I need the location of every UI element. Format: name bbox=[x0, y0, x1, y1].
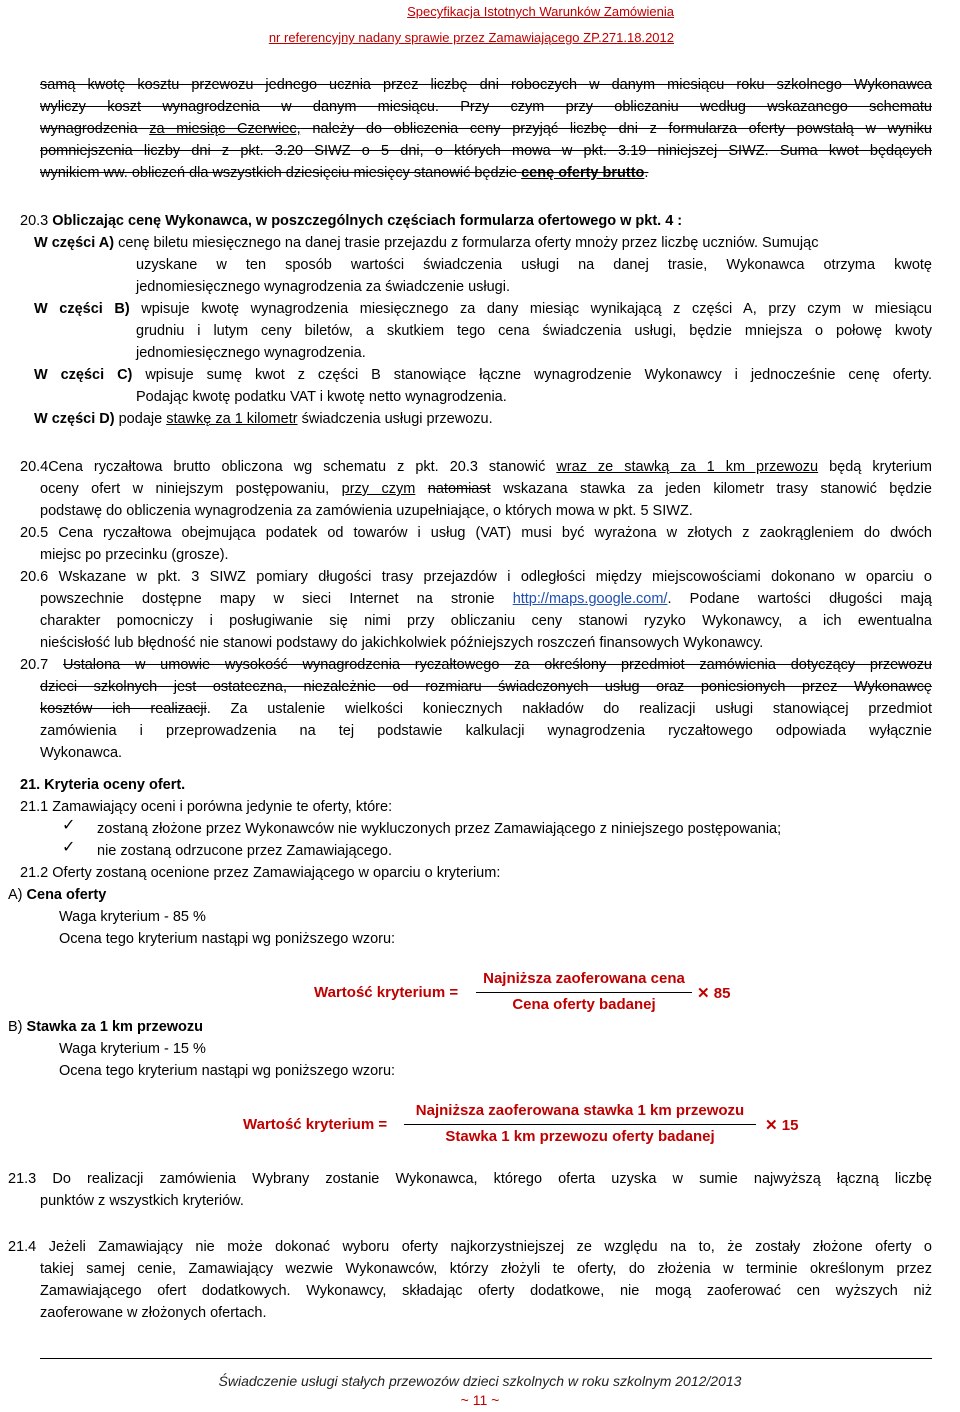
section-20-6-text-2b: . Podane wartości długości mają bbox=[667, 591, 932, 607]
section-20-4-text-2b: wskazana stawka za jeden kilometr trasy stanowić będzie bbox=[490, 481, 932, 497]
section-20-4-line-3: podstawę do obliczenia wynagrodzenia za zamówienia uzupełniające, o których mowa w pkt. 5 SIWZ. bbox=[40, 503, 693, 519]
section-20-3-title: Obliczając cenę Wykonawca, w poszczególnych częściach formularza ofertowego w pkt. 4 : bbox=[52, 213, 683, 229]
section-21-1-number: 21.1 bbox=[20, 799, 49, 815]
section-20-6-line-3: charakter pomocniczy i posługiwanie się nimi przy obliczaniu ceny stanowi ryzyko Wykonawcy, a ich ewentualna bbox=[40, 613, 932, 629]
section-20-4-underlined-1: wraz ze stawką za 1 km przewozu bbox=[556, 459, 819, 475]
header-reference-number: ZP.271.18.2012 bbox=[583, 30, 674, 45]
section-20-6-line-1 bbox=[20, 566, 932, 588]
section-20-7-line-4: zamówienia i przeprowadzenia na tej podstawie kalkulacji wynagrodzenia ryczałtowego odpowiada wyłącznie bbox=[40, 723, 932, 739]
part-d-text-2: stawkę za 1 kilometr bbox=[166, 411, 298, 427]
criterion-a-weight: Waga kryterium - 85 % bbox=[59, 909, 206, 925]
criteria-check-2: nie zostaną odrzucone przez Zamawiającego. bbox=[97, 843, 392, 859]
struck-line-5 bbox=[40, 162, 932, 184]
section-20-4-text-2a: oceny ofert w niniejszym postępowaniu, bbox=[40, 481, 342, 497]
checkmark-icon: ✓ bbox=[62, 817, 76, 834]
section-20-4-text-1: Cena ryczałtowa brutto obliczona wg schematu z pkt. 20.3 stanowić bbox=[48, 459, 557, 475]
struck-line-1: samą kwotę kosztu przewozu jednego ucznia przez liczbę dni roboczych w danym miesiącu roku szkolnego Wykonawca bbox=[40, 77, 932, 93]
part-d-label: W części D) bbox=[34, 411, 115, 427]
section-21-1-text: Zamawiający oceni i porówna jedynie te oferty, które: bbox=[52, 799, 393, 815]
struck-paragraph bbox=[40, 74, 932, 184]
struck-line-4: pomniejszenia liczby dni z pkt. 3.20 SIWZ o 5 dni, o których mowa w pkt. 3.19 niniejszej SIWZ. Suma kwot będących bbox=[40, 143, 932, 159]
section-20-7-line-1 bbox=[20, 654, 932, 676]
section-20-5-text-1: Cena ryczałtowa obejmująca podatek od towarów i usług (VAT) musi być wyrażona w złotych z zaokrągleniem do dwóch bbox=[58, 525, 932, 541]
part-a-line-1 bbox=[34, 232, 818, 254]
section-20-6-number: 20.6 bbox=[20, 569, 49, 585]
formula-a-denominator: Cena oferty badanej bbox=[512, 996, 656, 1013]
section-21-2-number: 21.2 bbox=[20, 865, 49, 881]
section-20-7-line-5: Wykonawca. bbox=[40, 745, 123, 761]
section-20-7-struck-1: Ustalona w umowie wysokość wynagrodzenia ryczałtowego za określony przedmiot zamówienia dotyczący przewozu bbox=[62, 657, 932, 673]
maps-link[interactable]: http://maps.google.com/ bbox=[512, 591, 668, 607]
criterion-a-title: Cena oferty bbox=[26, 887, 107, 903]
section-21-2 bbox=[20, 862, 500, 884]
section-20-6-text-1: Wskazane w pkt. 3 SIWZ pomiary długości trasy przejazdów i odległości między miejscowościami dokonano w oparciu o bbox=[58, 569, 932, 585]
criterion-b-prefix: B) bbox=[8, 1019, 27, 1035]
formula-a-left: Wartość kryterium = bbox=[314, 984, 459, 1001]
footer-text: Świadczenie usługi stałych przewozów dzieci szkolnych w roku szkolnym 2012/2013 bbox=[218, 1373, 742, 1389]
section-21-heading: 21. Kryteria oceny ofert. bbox=[20, 777, 186, 793]
formula-a-multiplier: ✕ 85 bbox=[697, 985, 731, 1002]
formula-b-numerator: Najniższa zaoferowana stawka 1 km przewozu bbox=[415, 1102, 745, 1119]
section-20-6-line-2 bbox=[40, 588, 932, 610]
section-20-5-line-2: miejsc po przecinku (grosze). bbox=[40, 547, 229, 563]
formula-b-left: Wartość kryterium = bbox=[243, 1116, 388, 1133]
page-number: ~ 11 ~ bbox=[460, 1392, 500, 1408]
section-20-3-heading bbox=[20, 210, 682, 232]
part-b-text: wpisuje kwotę wynagrodzenia miesięcznego za dany miesiąc wynikającą z części A, przy czym w miesiącu bbox=[129, 301, 932, 317]
section-20-4-number: 20.4 bbox=[20, 459, 49, 475]
section-20-4-line-2 bbox=[40, 478, 932, 500]
section-20-7-line-3 bbox=[40, 698, 932, 720]
section-20-6-line-4: nieścisłość lub błędność nie stanowi podstawy do jakichkolwiek późniejszych roszczeń finansowych Wykonawcy. bbox=[40, 635, 764, 651]
section-20-4-struck-word: natomiast bbox=[427, 481, 491, 497]
criterion-b-heading bbox=[8, 1016, 203, 1038]
section-21-4-line-2: takiej samej cenie, Zamawiający wezwie Wykonawców, którzy złożyli te oferty, do złożenia w terminie określonym przez bbox=[40, 1261, 932, 1277]
part-d-line bbox=[34, 408, 493, 430]
section-20-5-number: 20.5 bbox=[20, 525, 49, 541]
section-20-4-text-1b: będą kryterium bbox=[818, 459, 932, 475]
header-reference-prefix: nr referencyjny nadany sprawie przez Zamawiającego bbox=[268, 30, 584, 45]
section-21-3-text-1: Do realizacji zamówienia Wybrany zostanie Wykonawca, którego oferta uzyska w sumie najwyższą łączną liczbę bbox=[52, 1171, 932, 1187]
part-b-label: W części B) bbox=[34, 301, 130, 317]
header-title: Specyfikacja Istotnych Warunków Zamówienia bbox=[407, 4, 674, 19]
section-20-3-number: 20.3 bbox=[20, 213, 49, 229]
struck-line-3-c: należy do obliczenia ceny przyjąć liczbę dni z formularza oferty powstałą w wyniku bbox=[300, 121, 932, 137]
section-21-3-line-1 bbox=[8, 1168, 932, 1190]
struck-line-3 bbox=[40, 118, 932, 140]
criterion-b-weight: Waga kryterium - 15 % bbox=[59, 1041, 206, 1057]
section-20-6-text-2a: powszechnie dostępne mapy w sieci Internet na stronie bbox=[40, 591, 513, 607]
section-21-3-line-2: punktów z wszystkich kryteriów. bbox=[40, 1193, 244, 1209]
criterion-a-prefix: A) bbox=[8, 887, 27, 903]
section-21-1 bbox=[20, 796, 392, 818]
part-a-text: cenę biletu miesięcznego na danej trasie przejazdu z formularza oferty mnoży przez liczbę uczniów. Sumując bbox=[114, 235, 819, 251]
formula-b-fraction-line bbox=[404, 1124, 756, 1125]
section-21-3-number: 21.3 bbox=[8, 1171, 37, 1187]
checkmark-icon: ✓ bbox=[62, 839, 76, 856]
section-21-4-line-4: zaoferowane w złożonych ofertach. bbox=[40, 1305, 267, 1321]
formula-b-denominator: Stawka 1 km przewozu oferty badanej bbox=[445, 1128, 715, 1145]
section-21-2-text: Oferty zostaną ocenione przez Zamawiającego w oparciu o kryterium: bbox=[52, 865, 501, 881]
struck-line-5-c: . bbox=[644, 165, 649, 181]
formula-b-multiplier: ✕ 15 bbox=[765, 1117, 799, 1134]
formula-a-fraction-line bbox=[476, 992, 692, 993]
section-20-4-underlined-2: przy czym bbox=[341, 481, 416, 497]
struck-line-3-b: za miesiąc Czerwiec, bbox=[149, 121, 301, 137]
criterion-a-heading bbox=[8, 884, 106, 906]
formula-a-numerator: Najniższa zaoferowana cena bbox=[483, 970, 685, 987]
part-b-line-1 bbox=[34, 298, 932, 320]
part-d-text-3: świadczenia usługi przewozu. bbox=[297, 411, 493, 427]
part-c-line-2: Podając kwotę podatku VAT i kwotę netto wynagrodzenia. bbox=[136, 389, 507, 405]
part-a-line-3: jednomiesięcznego wynagrodzenia za świadczenie usługi. bbox=[136, 279, 510, 295]
section-21-4-number: 21.4 bbox=[8, 1239, 37, 1255]
struck-line-5-b: cenę oferty brutto bbox=[521, 165, 645, 181]
criterion-a-formula-intro: Ocena tego kryterium nastąpi wg poniższego wzoru: bbox=[59, 931, 396, 947]
section-20-7-number: 20.7 bbox=[20, 657, 49, 673]
struck-line-3-a: wynagrodzenia bbox=[40, 121, 150, 137]
section-20-4-line-1 bbox=[20, 456, 932, 478]
criteria-check-1: zostaną złożone przez Wykonawców nie wykluczonych przez Zamawiającego z niniejszego postępowania; bbox=[97, 821, 782, 837]
section-21-4-line-3: Zamawiającego ofert dodatkowych. Wykonawcy, składając oferty dodatkowe, nie mogą zaoferować cen wyższych niż bbox=[40, 1283, 932, 1299]
section-20-7-struck-3: kosztów ich realizacji bbox=[40, 701, 207, 717]
section-21-4-line-1 bbox=[8, 1236, 932, 1258]
struck-line-2: wyliczy koszt wynagrodzenia w danym miesiącu. Przy czym przy obliczaniu według wskazanego schematu bbox=[40, 99, 932, 115]
section-20-7-text-3: . Za ustalenie wielkości koniecznych nakładów do realizacji usługi stanowiącej przedmiot bbox=[206, 701, 932, 717]
struck-line-5-a: wynikiem ww. obliczeń dla wszystkich dziesięciu miesięcy stanowić będzie bbox=[40, 165, 522, 181]
part-c-label: W części C) bbox=[34, 367, 133, 383]
section-20-5-line-1 bbox=[20, 522, 932, 544]
part-c-text: wpisuje sumę kwot z części B stanowiące łączne wynagrodzenie Wykonawcy i jednocześnie cenę oferty. bbox=[132, 367, 932, 383]
part-b-line-2: grudniu i lutym ceny biletów, a skutkiem tego cena świadczenia usługi, będzie mniejsza o połowę kwoty bbox=[136, 323, 932, 339]
part-b-line-3: jednomiesięcznego wynagrodzenia. bbox=[136, 345, 366, 361]
header-reference bbox=[269, 30, 674, 45]
footer-divider bbox=[40, 1358, 932, 1359]
criterion-b-title: Stawka za 1 km przewozu bbox=[26, 1019, 204, 1035]
criterion-b-formula-intro: Ocena tego kryterium nastąpi wg poniższego wzoru: bbox=[59, 1063, 396, 1079]
part-c-line-1 bbox=[34, 364, 932, 386]
section-20-7-line-2: dzieci szkolnych jest ostateczna, niezależnie od rozmiaru świadczonych usług oraz poniesionych przez Wykonawcę bbox=[40, 679, 932, 695]
part-a-line-2: uzyskane w ten sposób wartości świadczenia usługi na danej trasie, Wykonawca otrzyma kwotę bbox=[136, 257, 932, 273]
section-21-4-text-1: Jeżeli Zamawiający nie może dokonać wyboru oferty najkorzystniejszej ze względu na to, że zostały złożone oferty o bbox=[48, 1239, 932, 1255]
part-a-label: W części A) bbox=[34, 235, 115, 251]
part-d-text-1: podaje bbox=[114, 411, 167, 427]
